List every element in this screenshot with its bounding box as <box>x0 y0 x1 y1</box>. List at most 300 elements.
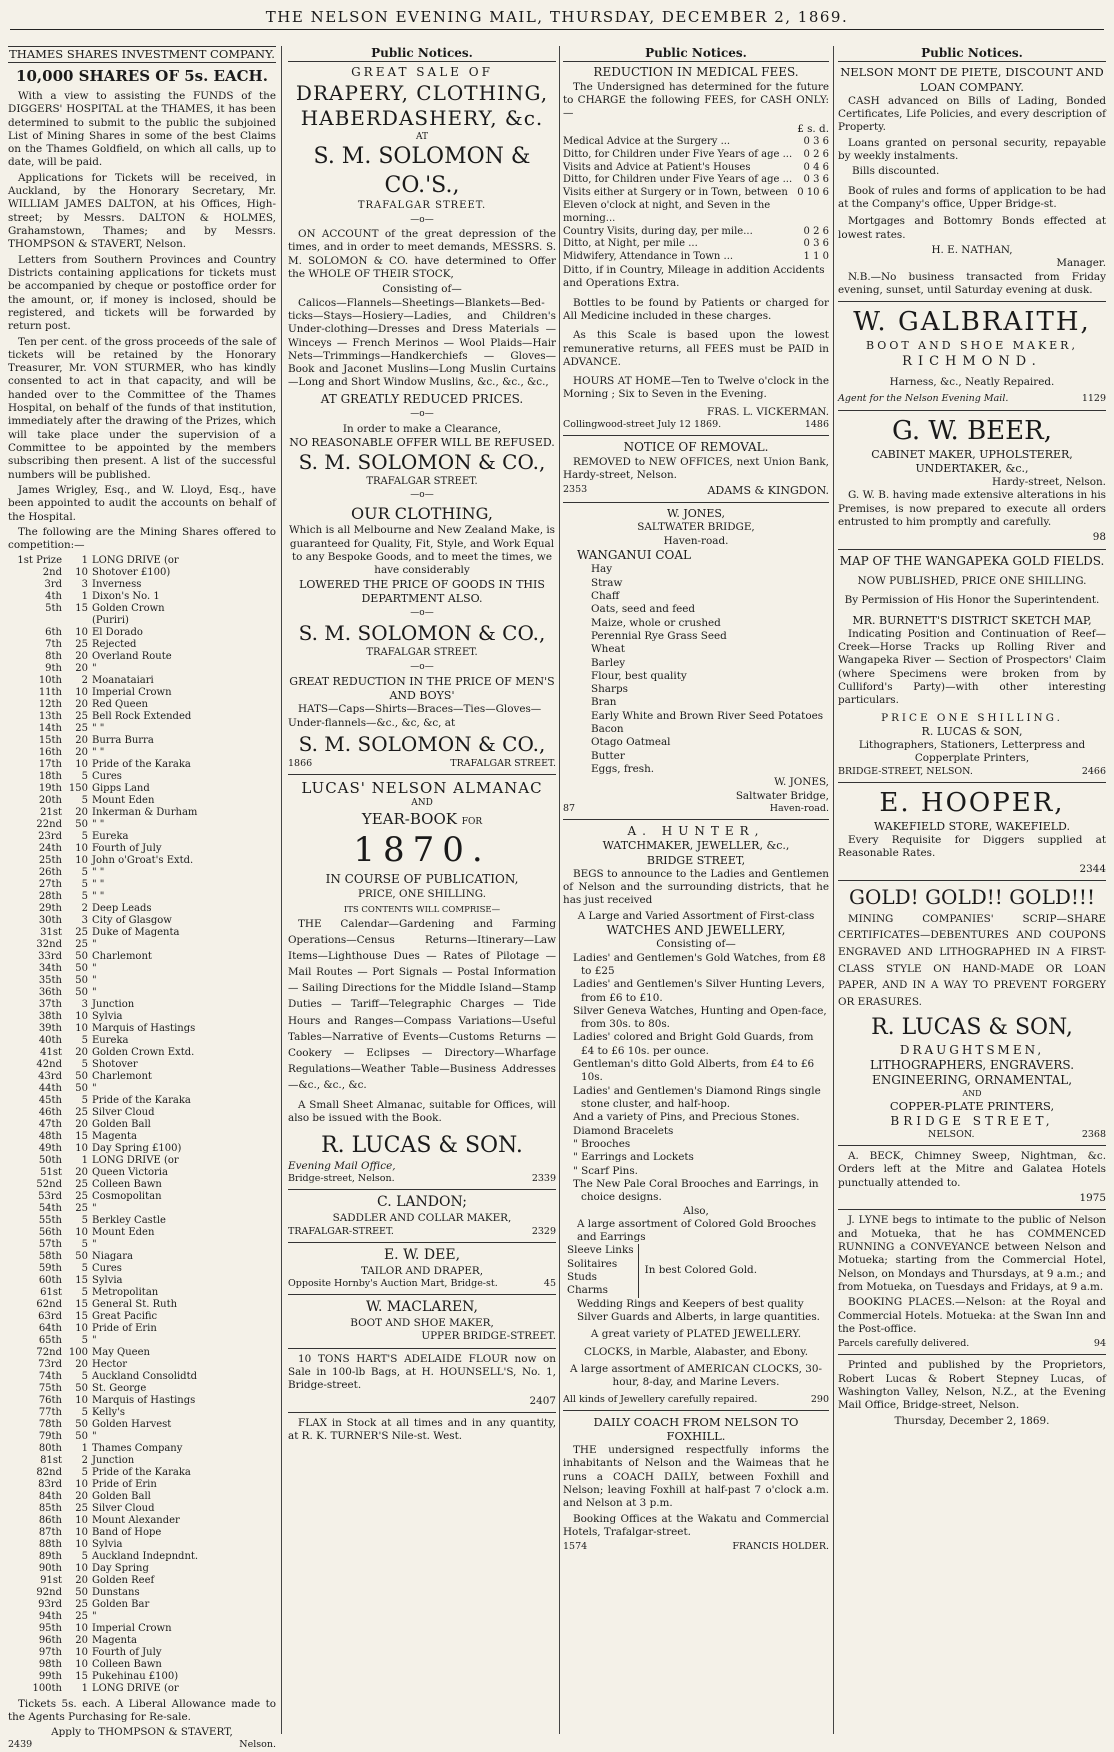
prize-place: 8th <box>45 650 62 662</box>
prize-row <box>8 1551 276 1563</box>
prize-place: 18th <box>38 770 62 782</box>
prize-shares: 20 <box>75 1634 88 1646</box>
list-item: Sleeve Links <box>567 1244 634 1257</box>
separator: —o— <box>410 409 434 420</box>
lyne-booking: BOOKING PLACES.—Nelson: at the Royal and Commercial Hotels. Motueka: at the Swan Inn and the Post-office. <box>838 1296 1106 1335</box>
galbraith-trade: BOOT AND SHOE MAKER, <box>866 339 1078 353</box>
bridge-street-nelson: BRIDGE-STREET, NELSON. <box>838 765 973 777</box>
prize-row <box>8 567 276 579</box>
prize-place: 22nd <box>36 818 62 830</box>
prize-place: 20th <box>38 794 62 806</box>
prize-place: 96th <box>38 1634 62 1646</box>
prize-row <box>8 951 276 963</box>
beck-notice: A. BECK, Chimney Sweep, Nightman, &c. Orders left at the Mitre and Galatea Hotels punctually attended to. <box>838 1150 1106 1189</box>
harness: Harness, &c., Neatly Repaired. <box>889 376 1055 389</box>
prize-claim: " <box>92 1082 97 1094</box>
prize-row <box>8 1047 276 1059</box>
prize-shares: 1 <box>81 590 88 602</box>
wanganui-coal: WANGANUI COAL <box>577 547 691 562</box>
prize-place <box>8 615 66 627</box>
mont-book: Book of rules and forms of application to be had at the Company's office, Upper Bridge-st. <box>838 184 1106 210</box>
prize-place: 3rd <box>44 578 62 590</box>
prize-claim: Shotover <box>92 1058 138 1070</box>
mont-bills: Bills discounted. <box>852 165 940 178</box>
prize-claim: Mount Eden <box>92 794 155 806</box>
prize-row <box>8 831 276 843</box>
nelson-label: NELSON. <box>928 1128 975 1140</box>
prize-shares: 10 <box>75 1022 88 1034</box>
solomon-street-4: TRAFALGAR STREET. <box>450 757 556 769</box>
list-item: Maize, whole or crushed <box>591 616 721 629</box>
prize-row <box>8 1239 276 1251</box>
list-item: And a variety of Pins, and Precious Stones. <box>573 1111 800 1124</box>
hooper-text: Every Requisite for Diggers supplied at Reasonable Rates. <box>838 834 1106 860</box>
prize-row <box>8 603 276 615</box>
prize-row <box>8 1563 276 1575</box>
prize-row <box>8 1431 276 1443</box>
prize-claim: El Dorado <box>92 626 143 638</box>
prize-claim: " " <box>92 878 105 890</box>
ad-number: 45 <box>543 1277 556 1289</box>
bracket-text: In best Colored Gold. <box>644 1264 758 1277</box>
thames-letters: Letters from Southern Provinces and Country Districts containing applications for tickets must be accompanied by cheque or postoffice order for the amount, or, if money is inclosed, should be registered, and tickets will be forwarded by return post. <box>8 253 276 333</box>
prize-shares: 20 <box>75 650 88 662</box>
prize-shares: 20 <box>75 734 88 746</box>
prize-row <box>8 687 276 699</box>
prize-claim: Moanataiari <box>92 674 154 686</box>
prize-list <box>8 555 276 1695</box>
adams-kingdon: ADAMS & KINGDON. <box>707 484 829 498</box>
prize-row <box>8 699 276 711</box>
prize-claim: Deep Leads <box>92 902 152 914</box>
prize-row <box>8 591 276 603</box>
on-account: ON ACCOUNT of the great depression of the times, and in order to meet demands, MESSRS. S. M. SOLOMON & CO. have determined to Offer the WHOLE OF THEIR STOCK, <box>288 228 556 280</box>
prize-shares: 3 <box>81 998 88 1010</box>
lyne-notice: J. LYNE begs to intimate to the public of Nelson and Motueka, that he has COMMENCED RUNNING a CONVEYANCE between Nelson and Motueka; starting from the Commercial Hotel, Nelson, on Mondays and Thursdays, at 9 a.m.; and from Motueka, on Tuesdays and Fridays, at 9 a.m. <box>838 1214 1106 1293</box>
prize-claim: " " <box>92 746 105 758</box>
printed-by: Printed and published by the Proprietors, Robert Lucas & Robert Stepney Lucas, of Washington Valley, Nelson, N.Z., at the Evening Mail Office, Bridge-street, Nelson. <box>838 1359 1106 1412</box>
prize-row <box>8 927 276 939</box>
list-item: Flour, best quality <box>591 669 687 682</box>
thames-intro: With a view to assisting the FUNDS of the DIGGERS' HOSPITAL at the THAMES, it has been determined to submit to the public the subjoined List of Mining Shares in some of the best Claims on the Thames Goldfield, on which all calls, up to date, will be paid. <box>8 89 276 169</box>
section-head: Public Notices. <box>563 46 829 62</box>
prize-place: 23rd <box>38 830 62 842</box>
map-price: PRICE ONE SHILLING. <box>881 711 1063 724</box>
prize-claim: (Puriri) <box>92 614 129 626</box>
prize-claim: St. George <box>92 1382 147 1394</box>
hunter-trade: WATCHMAKER, JEWELLER, &c., <box>602 839 790 853</box>
prize-shares: 25 <box>75 1202 88 1214</box>
prize-shares: 10 <box>75 842 88 854</box>
prize-shares: 5 <box>81 770 88 782</box>
prize-place: 43rd <box>38 1070 62 1082</box>
list-item: The New Pale Coral Brooches and Earrings, in choice designs. <box>573 1177 819 1204</box>
prize-row <box>8 651 276 663</box>
prize-row <box>8 1455 276 1467</box>
american-clocks: A large assortment of AMERICAN CLOCKS, 30-hour, 8-day, and Marine Levers. <box>570 1362 822 1389</box>
prize-row <box>8 783 276 795</box>
jones-name: W. JONES, <box>666 507 726 521</box>
fee-amount: 0 2 6 <box>803 225 829 237</box>
drapery: DRAPERY, CLOTHING, <box>295 80 549 105</box>
prize-row <box>8 915 276 927</box>
section-head: Public Notices. <box>288 46 556 62</box>
prize-shares: 25 <box>75 710 88 722</box>
prize-claim: Golden Reef <box>92 1574 155 1586</box>
prize-shares: 25 <box>75 1598 88 1610</box>
prize-shares: 1 <box>81 1442 88 1454</box>
nathan: H. E. NATHAN, <box>931 243 1013 256</box>
column-2 <box>288 46 556 1734</box>
column-3 <box>563 46 829 1734</box>
prize-claim: Overland Route <box>92 650 172 662</box>
prize-shares: 5 <box>81 1334 88 1346</box>
hunter-name: A. HUNTER, <box>627 824 765 839</box>
prize-claim: Queen Victoria <box>92 1166 168 1178</box>
prize-claim: Gipps Land <box>92 782 150 794</box>
prize-row <box>8 1251 276 1263</box>
prize-row <box>8 987 276 999</box>
prize-row <box>8 1107 276 1119</box>
prize-shares: 25 <box>75 1190 88 1202</box>
prize-place: 1st Prize <box>17 554 62 566</box>
prize-row <box>8 855 276 867</box>
prize-row <box>8 1503 276 1515</box>
prize-shares: 50 <box>75 950 88 962</box>
our-clothing: OUR CLOTHING, <box>351 503 493 523</box>
for-label: FOR <box>461 816 483 827</box>
prize-row <box>8 1515 276 1527</box>
prize-shares: 10 <box>75 1538 88 1550</box>
mont-loans: Loans granted on personal security, repayable by weekly instalments. <box>838 136 1106 163</box>
prize-shares: 5 <box>81 1286 88 1298</box>
prize-row <box>8 663 276 675</box>
prize-shares: 10 <box>75 758 88 770</box>
prize-shares: 20 <box>75 806 88 818</box>
list-item: Studs <box>567 1271 597 1284</box>
prize-row <box>8 1035 276 1047</box>
fee-row <box>563 174 829 187</box>
prize-claim: Duke of Magenta <box>92 926 180 938</box>
prize-claim: Dunstans <box>92 1586 140 1598</box>
prize-row <box>8 1179 276 1191</box>
masthead: THE NELSON EVENING MAIL, THURSDAY, DECEMBER 2, 1869. <box>10 8 1104 30</box>
prize-place: 56th <box>38 1226 62 1238</box>
prize-claim: Cures <box>92 770 122 782</box>
burnett: MR. BURNETT'S DISTRICT SKETCH MAP, <box>852 613 1092 627</box>
ad-number: 290 <box>810 1393 829 1405</box>
prize-claim: Pride of the Karaka <box>92 1094 191 1106</box>
prize-claim: " <box>92 1238 97 1250</box>
prize-claim: Colleen Bawn <box>92 1178 162 1190</box>
prize-place: 21st <box>40 806 62 818</box>
prize-shares: 3 <box>81 914 88 926</box>
prize-place: 12th <box>38 698 62 710</box>
list-item: Early White and Brown River Seed Potatoes <box>591 709 824 722</box>
prize-place: 10th <box>38 674 62 686</box>
prize-shares: 50 <box>75 1430 88 1442</box>
mont-cash: CASH advanced on Bills of Lading, Bonded Certificates, Life Policies, and every description of Property. <box>838 94 1106 134</box>
separator: —o— <box>410 607 434 618</box>
lucas-son-5: R. LUCAS & SON, <box>871 1015 1073 1041</box>
prize-place: 90th <box>38 1562 62 1574</box>
beer-address: Hardy-street, Nelson. <box>992 476 1106 489</box>
prize-place: 88th <box>38 1538 62 1550</box>
prize-place: 63rd <box>38 1310 62 1322</box>
fee-row <box>563 251 829 264</box>
prize-shares: 10 <box>75 1562 88 1574</box>
prize-shares: 10 <box>75 566 88 578</box>
prize-shares <box>66 615 92 627</box>
prize-place: 37th <box>38 998 62 1010</box>
solomon-firm-4: S. M. SOLOMON & CO., <box>298 732 546 757</box>
prize-claim: Cosmopolitan <box>92 1190 162 1202</box>
prize-place: 74th <box>38 1370 62 1382</box>
prize-claim: Day Spring £100) <box>92 1142 182 1154</box>
column-1 <box>8 46 276 1751</box>
prize-claim: Hector <box>92 1358 128 1370</box>
prize-claim: Niagara <box>92 1250 134 1262</box>
prize-row <box>8 1539 276 1551</box>
ad-number: 1866 <box>288 757 313 769</box>
coach-signature: FRANCIS HOLDER. <box>732 1541 829 1553</box>
fees-columns: £ s. d. <box>797 122 829 135</box>
consisting: Consisting of— <box>656 938 736 951</box>
prize-shares: 25 <box>75 1178 88 1190</box>
repaired-note: All kinds of Jewellery carefully repaired. <box>563 1393 758 1405</box>
prize-shares: 5 <box>81 1262 88 1274</box>
jones-road: Haven-road. <box>663 534 729 547</box>
hunter-begs: BEGS to announce to the Ladies and Gentlemen of Nelson and the surrounding districts, that he has just received <box>563 867 829 907</box>
fee-label: Midwifery, Attendance in Town ... <box>563 251 734 263</box>
prize-claim: " <box>92 1334 97 1346</box>
parcels-note: Parcels carefully delivered. <box>838 1338 970 1350</box>
prize-place: 54th <box>38 1202 62 1214</box>
draughtsmen: DRAUGHTSMEN, <box>899 1042 1045 1057</box>
prize-claim: Marquis of Hastings <box>92 1394 196 1406</box>
hours-note: HOURS AT HOME—Ten to Twelve o'clock in the Morning ; Six to Seven in the Evening. <box>563 375 829 401</box>
prize-place: 59th <box>38 1262 62 1274</box>
mont-nb: N.B.—No business transacted from Friday evening, sunset, until Saturday evening at dusk. <box>838 270 1106 296</box>
prize-shares: 1 <box>81 1154 88 1166</box>
prize-row <box>8 1167 276 1179</box>
prize-claim: Sylvia <box>92 1010 123 1022</box>
prize-shares: 5 <box>81 1370 88 1382</box>
flour-notice: 10 TONS HART'S ADELAIDE FLOUR now on Sale in 100-lb Bags, at H. HOUNSELL'S, No. 1, Bridge-street. <box>288 1352 556 1392</box>
prize-shares: 15 <box>75 602 88 614</box>
removal-title: NOTICE OF REMOVAL. <box>623 440 769 455</box>
ad-number: 1486 <box>804 419 829 431</box>
almanac-title: LUCAS' NELSON ALMANAC <box>301 778 543 797</box>
sheet-almanac: A Small Sheet Almanac, suitable for Offices, will also be issued with the Book. <box>288 1099 556 1125</box>
prize-shares: 25 <box>75 1610 88 1622</box>
prize-shares: 25 <box>75 926 88 938</box>
contents-label: ITS CONTENTS WILL COMPRISE— <box>343 904 501 915</box>
solomon-street-2: TRAFALGAR STREET. <box>366 475 478 487</box>
prize-claim: Golden Crown Extd. <box>92 1046 195 1058</box>
prize-claim: Colleen Bawn <box>92 1658 162 1670</box>
no-offer: NO REASONABLE OFFER WILL BE REFUSED. <box>289 435 555 449</box>
fee-row <box>563 136 829 149</box>
prize-claim: " " <box>92 866 105 878</box>
prize-place: 24th <box>38 842 62 854</box>
prize-shares: 10 <box>75 1478 88 1490</box>
prize-place: 100th <box>32 1682 62 1694</box>
prize-claim: Magenta <box>92 1130 137 1142</box>
prize-shares: 50 <box>75 1418 88 1430</box>
map-published: NOW PUBLISHED, PRICE ONE SHILLING. <box>857 574 1087 587</box>
prize-row <box>8 627 276 639</box>
list-item: Ladies' colored and Bright Gold Guards, from £4 to £6 10s. per ounce. <box>573 1031 814 1057</box>
prize-shares: 10 <box>75 1526 88 1538</box>
landon-street: TRAFALGAR-STREET. <box>288 1225 394 1237</box>
prize-shares: 50 <box>75 1586 88 1598</box>
ad-number: 1975 <box>1079 1192 1106 1205</box>
bottles-note: Bottles to be found by Patients or charged for All Medicine included in these charges. <box>563 296 829 322</box>
prize-row <box>8 1575 276 1587</box>
jones-signature: W. JONES, <box>774 776 829 789</box>
list-item: Hay <box>591 563 613 576</box>
prize-place: 34th <box>38 962 62 974</box>
prize-row <box>8 795 276 807</box>
prize-place: 62nd <box>36 1298 62 1310</box>
ad-number: 2329 <box>531 1225 556 1237</box>
dee-trade: TAILOR AND DRAPER, <box>360 1264 484 1277</box>
prize-place: 17th <box>38 758 62 770</box>
prize-row <box>8 1023 276 1035</box>
prize-place: 86th <box>38 1514 62 1526</box>
prize-row <box>8 1095 276 1107</box>
prize-shares: 5 <box>81 1238 88 1250</box>
goods-list: Calicos—Flannels—Sheetings—Blankets—Bed-ticks—Stays—Hosiery—Ladies, and Children's Under-clothing—Dresses and Dress Materials — Winceys — French Merinos — Wool Plaids—Hair Nets—Trimmings—Handkerchiefs — Gloves—Book and Jaconet Muslins—Long Muslin Curtains—Long and Short Window Muslins, &c., &c., &c., <box>288 296 556 389</box>
coach-text: THE undersigned respectfully informs the inhabitants of Nelson and the Waimeas that he runs a COACH DAILY, between Foxhill and Nelson; leaving Foxhill at half-past 7 o'clock a.m. and Nelson at 3 p.m. <box>563 1444 829 1510</box>
list-item: Bacon <box>591 723 624 736</box>
list-item: Butter <box>591 749 625 762</box>
prize-place: 42nd <box>36 1058 62 1070</box>
list-item: Ladies' and Gentlemen's Silver Hunting Levers, from £6 to £10. <box>573 978 825 1004</box>
thames-applications: Applications for Tickets will be received, in Auckland, by the Honorary Secretary, Mr. WILLIAM JAMES DALTON, at his Offices, High-street; by Messrs. DALTON & HOLMES, Grahamstown, Thames; and by Messrs. THOMPSON & STAVERT, Nelson. <box>8 171 276 251</box>
prize-place: 45th <box>38 1094 62 1106</box>
prize-shares: 5 <box>81 878 88 890</box>
prize-shares: 10 <box>75 626 88 638</box>
prize-row <box>8 891 276 903</box>
prize-place: 72nd <box>36 1346 62 1358</box>
map-title: MAP OF THE WANGAPEKA GOLD FIELDS. <box>839 553 1105 568</box>
fee-row <box>563 238 829 251</box>
prize-row <box>8 771 276 783</box>
fee-amount: 0 3 6 <box>803 135 829 147</box>
prize-claim: Burra Burra <box>92 734 154 746</box>
list-item: Diamond Bracelets <box>573 1124 674 1137</box>
almanac-year: 1870. <box>353 829 491 870</box>
prize-place: 93rd <box>38 1598 62 1610</box>
prize-claim: City of Glasgow <box>92 914 172 926</box>
prize-claim: LONG DRIVE (or <box>92 1682 179 1694</box>
prize-shares: 1 <box>81 1682 88 1694</box>
prize-claim: Inverness <box>92 578 142 590</box>
richmond: RICHMOND. <box>902 353 1042 369</box>
fee-row <box>563 149 829 162</box>
lowered: LOWERED THE PRICE OF GOODS IN THIS DEPARTMENT ALSO. <box>299 577 545 605</box>
separator: —o— <box>410 661 434 672</box>
prize-claim: Dixon's No. 1 <box>92 590 160 602</box>
prize-claim: John o'Groat's Extd. <box>92 854 194 866</box>
prize-shares: 15 <box>75 1130 88 1142</box>
prize-shares: 5 <box>81 830 88 842</box>
prize-place: 41st <box>40 1046 62 1058</box>
prize-row <box>8 1311 276 1323</box>
solomon-street: TRAFALGAR STREET. <box>357 199 487 211</box>
fee-label: Visits and Advice at Patient's Houses <box>563 161 751 173</box>
prize-claim: Thames Company <box>92 1442 183 1454</box>
prize-shares: 5 <box>81 1550 88 1562</box>
prize-place: 32nd <box>36 938 62 950</box>
prize-claim: Sylvia <box>92 1538 123 1550</box>
prize-row <box>8 1407 276 1419</box>
haberdashery: HABERDASHERY, &c. <box>300 106 544 131</box>
prize-place: 64th <box>38 1322 62 1334</box>
prize-place: 89th <box>38 1550 62 1562</box>
section-head: Public Notices. <box>838 46 1106 62</box>
fee-amount: 0 2 6 <box>803 148 829 160</box>
reduced-prices: AT GREATLY REDUCED PRICES. <box>320 391 524 406</box>
jones-signature-2: Saltwater Bridge, <box>735 789 829 802</box>
prize-shares: 50 <box>75 1082 88 1094</box>
prize-claim: Fourth of July <box>92 1646 162 1658</box>
prize-place: 25th <box>38 854 62 866</box>
prize-row <box>8 1527 276 1539</box>
evening-mail-office: Evening Mail Office, <box>288 1159 396 1172</box>
bridge-street: Bridge-street, Nelson. <box>288 1173 395 1185</box>
solomon-street-3: TRAFALGAR STREET. <box>366 646 478 658</box>
prize-claim: " <box>92 662 97 674</box>
lucas-son-4: R. LUCAS & SON, <box>921 724 1023 738</box>
thames-list-intro: The following are the Mining Shares offered to competition:— <box>8 525 276 552</box>
prize-place: 2nd <box>42 566 62 578</box>
prize-row <box>8 1191 276 1203</box>
watch-items <box>563 952 829 1205</box>
ad-number: 2466 <box>1081 765 1106 777</box>
prize-claim: Shotover £100) <box>92 566 171 578</box>
prize-row <box>8 1671 276 1683</box>
prize-row <box>8 939 276 951</box>
prize-place: 39th <box>38 1022 62 1034</box>
prize-row <box>8 1071 276 1083</box>
prize-claim: Junction <box>92 998 135 1010</box>
fee-amount: 1 1 0 <box>803 251 829 263</box>
prize-claim: Metropolitan <box>92 1286 159 1298</box>
thames-title: THAMES SHARES INVESTMENT COMPANY. <box>9 47 275 61</box>
list-item: " Earrings and Lockets <box>573 1151 694 1164</box>
prize-place: 94th <box>38 1610 62 1622</box>
almanac-price: PRICE, ONE SHILLING. <box>357 887 487 900</box>
prize-claim: Band of Hope <box>92 1526 162 1538</box>
ad-number: 87 <box>563 802 576 814</box>
prize-place: 47th <box>38 1118 62 1130</box>
prize-shares: 20 <box>75 1574 88 1586</box>
prize-place: 30th <box>38 914 62 926</box>
prize-place: 58th <box>38 1250 62 1262</box>
prize-shares: 50 <box>75 986 88 998</box>
prize-claim: Magenta <box>92 1634 137 1646</box>
maclaren: W. MACLAREN, <box>366 1299 478 1316</box>
list-item: " Scarf Pins. <box>573 1164 638 1177</box>
prize-shares: 10 <box>75 1514 88 1526</box>
prize-row <box>8 1059 276 1071</box>
prize-claim: " <box>92 1430 97 1442</box>
prize-place: 11th <box>38 686 62 698</box>
prize-row <box>8 819 276 831</box>
